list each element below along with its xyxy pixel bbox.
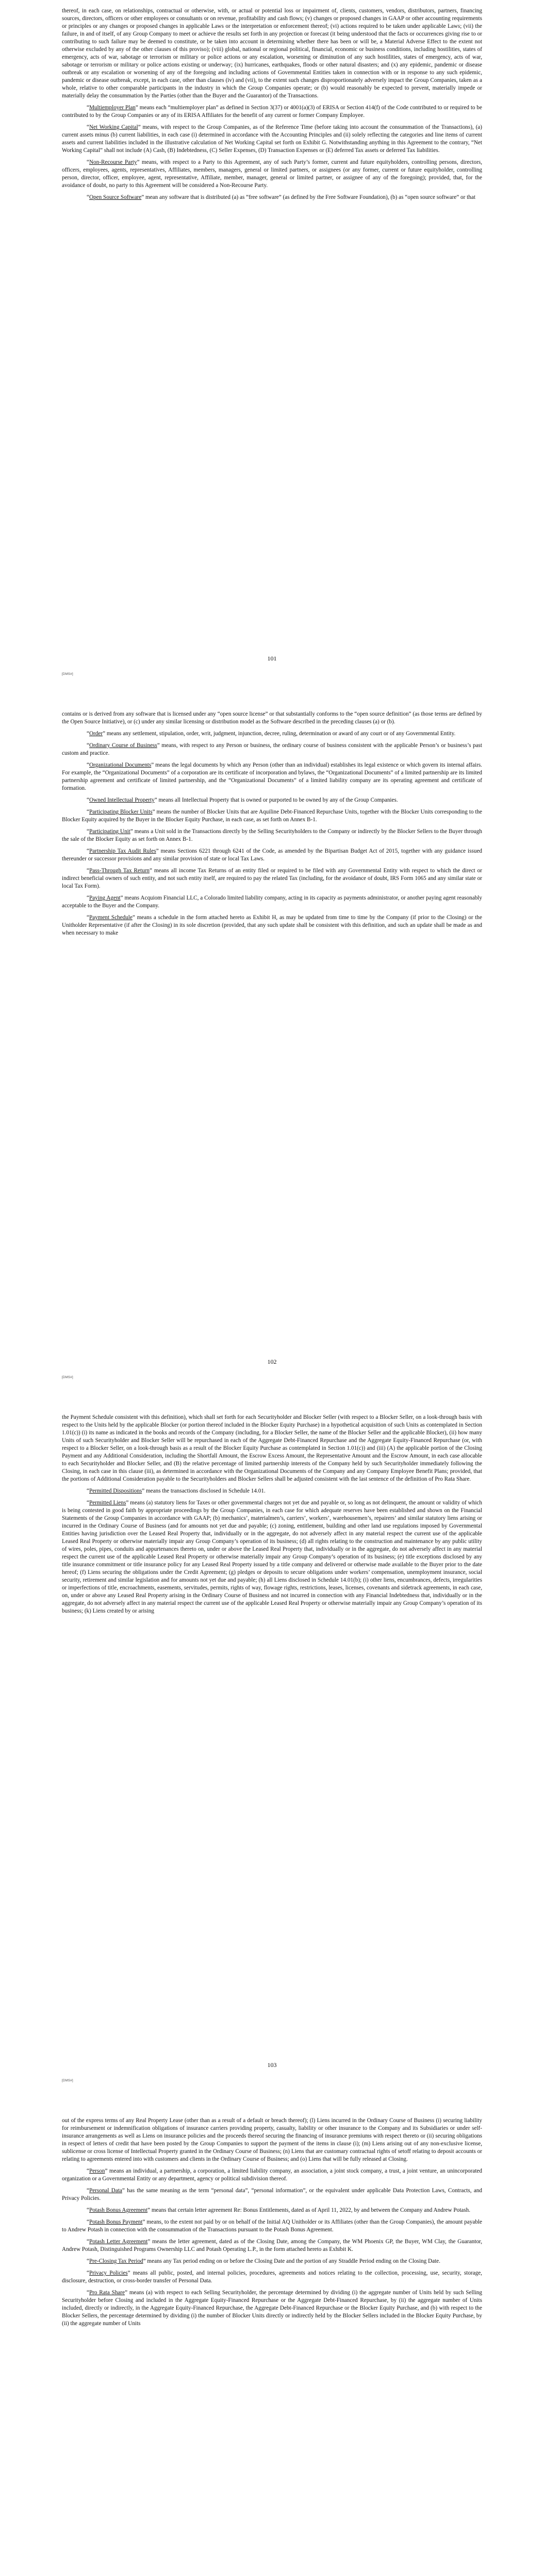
defined-term: Owned Intellectual Property: [89, 797, 155, 803]
definition-paragraph: “Potash Bonus Payment” means, to the extent not paid by or on behalf of the Initial AQ Unitholder or its Affiliates (other than the Group Companies), the amount payable to Andrew Potash in connection with the consummation of the Transactions pursuant to the Potash Bonus Agreement.: [62, 2219, 483, 2233]
defined-term: Privacy Policies: [89, 2270, 128, 2276]
paragraph-text: means any settlement, stipulation, order, writ, judgment, injunction, decree, ruling, determination or award of any court or of any Governmental Entity.: [105, 731, 456, 737]
page-2: [0, 703, 544, 1406]
definition-paragraph: “Net Working Capital” means, with respect to the Group Companies, as of the Reference Time (before taking into account the consummation of the Transactions), (a) current assets minus (b) current liabilities, in each case (i) determined in accordance with the Accounting Principles and (ii) solely reflecting the categories and line items of current assets and current liabilities included in the illustrative calculation of Net Working Capital set forth on Exhibit G. Notwithstanding anything in this Agreement to the contrary, “Net Working Capital” shall not include (A) Cash, (B) Indebtedness, (C) Seller Expenses, (D) Transaction Expenses or (E) deferred Tax assets or deferred Tax liabilities.: [62, 124, 482, 154]
defined-term: Pro Rata Share: [89, 2290, 125, 2296]
paragraph-text: means all Intellectual Property that is owned or purported to be owned by any of the Group Companies.: [157, 797, 398, 803]
paragraph-text: means each “multiemployer plan” as defined in Section 3(37) or 4001(a)(3) of ERISA or Section 414(f) of the Code contributed to or required to be contributed to by the Group Companies or any of its ERISA Affiliates for the benefit of any current or former Company Employee.: [62, 105, 482, 118]
defined-term: Personal Data: [89, 2188, 122, 2194]
definition-paragraph: “Order” means any settlement, stipulation, order, writ, judgment, injunction, decree, ruling, determination or award of any court or of any Governmental Entity.: [87, 731, 456, 737]
paragraph-text: the Payment Schedule consistent with this definition), which shall set forth for each Securityholder and Blocker Seller (with respect to a Blocker Seller, on a look-through basis with respect to the Units held by the applicable Blocker (or portion thereof included in the Blocker Equity Purchase) in a hypothetical acquisition of such Units as contemplated in Section 1.01(c)) (i) its name as indicated in the books and records of the Company (including, for a Blocker Seller, the name of the Blocker Seller and the applicable Blocker), (ii) how many Units of such Securityholder and Blocker Seller will be repurchased in each of the Aggregate Debt-Financed Repurchase and the Aggregate Equity-Financed Repurchase (or, with respect to a Blocker Seller, on a look-through basis as a result of the Blocker Equity Purchase as contemplated in Section 1.01(c)) and (iii) (A) the applicable portion of the Closing Payment and any Additional Consideration, including the Shortfall Amount, the Escrow Excess Amount, the Representative Amount and the Escrow Amount, in each case allocable to each Securityholder and Blocker Seller, and (B) the relative percentage of limited partnership interests of the Company held by such Securityholder immediately following the Closing, in each case in this clause (iii), as determined in accordance with the Organizational Documents of the Company and any Company Employee Benefit Plans; provided, that the portions of Additional Consideration payable to the Securityholders and Blocker Sellers shall be adjusted consistent with the last sentence of the definition of Pro Rata Share.: [62, 1414, 482, 1482]
page-1: [0, 0, 544, 703]
paragraph-text: means Acquiom Financial LLC, a Colorado limited liability company, acting in its capacity as payments administrator, or another paying agent reasonably acceptable to the Buyer and the Company.: [62, 895, 482, 909]
page-footer: [DMS#]: [62, 672, 73, 676]
definition-paragraph: “Participating Blocker Units” means the number of Blocker Units that are Aquiline Debt-Financed Repurchase Units, together with the Blocker Units corresponding to the Blocker Equity acquired by the Buyer in the Blocker Equity Purchase, in each case, as set forth on Annex B-1.: [62, 809, 482, 823]
continuation-paragraph: [62, 710, 482, 726]
defined-term: Organizational Documents: [89, 762, 152, 768]
definition-paragraph: “Owned Intellectual Property” means all Intellectual Property that is owned or purported to be owned by any of the Group Companies.: [87, 797, 398, 803]
paragraph-text: means (a) with respect to each Selling Securityholder, the percentage determined by dividing (i) the aggregate number of Units held by such Selling Securityholder before Closing and included in the Aggregate Equity-Financed Repurchase or the Aggregate Debt-Financed Repurchase, by (ii) the aggregate number of Units included, directly or indirectly, in the Aggregate Equity-Financed Repurchase, the Aggregate Debt-Financed Repurchase or the Blocker Equity Purchase, and (b) with respect to the Blocker Sellers, the percentage determined by dividing (i) the number of Blocker Units directly or indirectly held by the Blocker Sellers included in the Blocker Equity Purchase, by (ii) the aggregate number of Units: [62, 2290, 482, 2327]
paragraph-text: means the transactions disclosed in Schedule 14.01.: [144, 1488, 266, 1494]
defined-term: Participating Blocker Units: [89, 809, 153, 815]
defined-term: Pass-Through Tax Return: [89, 868, 150, 874]
paragraph-text: means Sections 6221 through 6241 of the Code, as amended by the Bipartisan Budget Act of 2015, together with any guidance issued thereunder or successor provisions and any similar provision of state or local Tax Laws.: [62, 848, 482, 862]
page-number: 103: [267, 2061, 277, 2069]
defined-term: Person: [89, 2168, 105, 2174]
page-body: [62, 1414, 482, 1619]
definition-paragraph: “Non-Recourse Party” means, with respect to a Party to this Agreement, any of such Party’s former, current and future equityholders, controlling persons, directors, officers, employees, agents, representatives, Affiliates, members, managers, general or limited partners, or assignees (or any former, current or future equityholder, controlling person, director, officer, employee, agent, representative, Affiliate, member, manager, general or limited partner, or assignee of any of the foregoing); provided, that, for the avoidance of doubt, no party to this Agreement will be considered a Non-Recourse Party.: [62, 159, 483, 189]
defined-term: Order: [89, 731, 103, 737]
definition-paragraph: “Privacy Policies” means all public, posted, and internal policies, procedures, agreements and notices relating to the collection, processing, use, security, storage, disclosure, destruction, or cross-border transfer of Personal Data.: [62, 2270, 482, 2284]
continuation-paragraph: [62, 1414, 482, 1483]
paragraph-text: means the legal documents by which any Person (other than an individual) establishes its legal existence or which govern its internal affairs. For example, the “Organizational Documents” of a corporation are its certificate of incorporation and bylaws, the “Organizational Documents” of a limited partnership are its limited partnership agreement and certificate of limited partnership, and the “Organizational Documents” of a limited liability company are its operating agreement and certificate of formation.: [62, 762, 482, 791]
definition-paragraph: “Permitted Dispositions” means the transactions disclosed in Schedule 14.01.: [87, 1488, 266, 1494]
continuation-paragraph: [62, 7, 482, 100]
defined-term: Ordinary Course of Business: [89, 742, 157, 749]
page-number: 102: [267, 1358, 277, 1365]
paragraph-text: means any Tax period ending on or before the Closing Date and the portion of any Straddle Period ending on the Closing Date.: [145, 2258, 440, 2264]
definition-paragraph: “Organizational Documents” means the legal documents by which any Person (other than an individual) establishes its legal existence or which govern its internal affairs. For example, the “Organizational Documents” of a corporation are its certificate of incorporation and bylaws, the “Organizational Documents” of a limited partnership are its limited partnership agreement and certificate of limited partnership, and the “Organizational Documents” of a limited liability company are its operating agreement and certificate of formation.: [62, 762, 482, 791]
definition-paragraph: “Pre-Closing Tax Period” means any Tax period ending on or before the Closing Date and the portion of any Straddle Period ending on the Closing Date.: [87, 2258, 440, 2264]
page-footer: [DMS#]: [62, 1376, 73, 1379]
defined-term: Multiemployer Plan: [89, 105, 136, 111]
definition-paragraph: “Potash Bonus Agreement” means that certain letter agreement Re: Bonus Entitlements, dated as of April 11, 2022, by and between the Company and Andrew Potash.: [87, 2207, 471, 2213]
paragraph-text: means, with respect to any Person or business, the ordinary course of business consistent with the applicable Person’s or business’s past custom and practice.: [62, 742, 482, 756]
paragraph-text: means a schedule in the form attached hereto as Exhibit H, as may be updated from time to time by the Company (if prior to the Closing) or the Unitholder Representative (if after the Closing) in its sole discretion (provided, that any such update shall be consistent with this definition, and such an update shall be made as and when necessary to make: [62, 914, 482, 936]
definition-paragraph: “Permitted Liens” means (a) statutory liens for Taxes or other governmental charges not yet due and payable or, so long as not delinquent, the amount or validity of which is being contested in good faith by appropriate proceedings by the Group Companies, in each case for which adequate reserves have been established and shown on the Financial Statements of the Group Companies in accordance with GAAP; (b) mechanics’, materialmen’s, carriers’, workers’, warehousemen’s, repairers’ and similar statutory liens arising or incurred in the Ordinary Course of Business (and for amounts not yet due and payable; (c) zoning, entitlement, building and other land use regulations imposed by Governmental Entities having jurisdiction over the Leased Real Property that, individually or in the aggregate, do not adversely affect in any material respect the current use of the applicable Leased Real Property or otherwise materially impair any Group Company’s operation of its business; (d) all rights relating to the construction and maintenance by any public utility of wires, poles, pipes, conduits and appurtenances thereto on, under or above the Leased Real Property that, individually or in the aggregate, do not adversely affect in any material respect the current use of the applicable Leased Real Property or otherwise materially impair any Group Company’s operation of its business; (e) title exceptions disclosed by any title insurance commitment or title insurance policy for any Leased Real Property issued by a title company and delivered or otherwise made available to the Buyer prior to the date hereof; (f) Liens securing the obligations under the Credit Agreement; (g) pledges or deposits to secure obligations under workers’ compensation, unemployment insurance, social security, retirement and similar legislation and for amounts not yet due and payable; (h) all Liens disclosed in Schedule 14.01(b); (i) other liens, encumbrances, defects, irregularities or imperfections of title, encroachments, easements, servitudes, permits, rights of way, flowage rights, restrictions, leases, licenses, covenants and sidetrack agreements, in each case, on, under or above any Leased Real Property arising in the Ordinary Course of Business and not incurred in connection with any Financial Indebtedness that, individually or in the aggregate, do not adversely affect in any material respect the current use of the applicable Leased Real Property or otherwise materially impair any Group Company’s operation of its business; (k) Liens created by or arising: [62, 1500, 482, 1614]
page-body: [62, 710, 482, 941]
paragraph-text: means, with respect to the Group Companies, as of the Reference Time (before taking into account the consummation of the Transactions), (a) current assets minus (b) current liabilities, in each case (i) determined in accordance with the Accounting Principles and (ii) solely reflecting the categories and line items of current assets and current liabilities included in the illustrative calculation of Net Working Capital set forth on Exhibit G. Notwithstanding anything in this Agreement to the contrary, “Net Working Capital” shall not include (A) Cash, (B) Indebtedness, (C) Seller Expenses, (D) Transaction Expenses or (E) deferred Tax assets or deferred Tax liabilities.: [62, 124, 482, 154]
paragraph-text: means all income Tax Returns of an entity filed or required to be filed with any Governmental Entity with respect to which the direct or indirect beneficial owners of such entity, and not such entity itself, are required to pay the related Tax (including, for the avoidance of doubt, IRS Form 1065 and any similar state or local Tax Form).: [62, 868, 482, 889]
paragraph-text: means all public, posted, and internal policies, procedures, agreements and notices relating to the collection, processing, use, security, storage, disclosure, destruction, or cross-border transfer of Personal Data.: [62, 2270, 482, 2284]
paragraph-text: means that certain letter agreement Re: Bonus Entitlements, dated as of April 11, 2022, by and between the Company and Andrew Potash.: [150, 2207, 471, 2213]
paragraph-text: means, with respect to a Party to this Agreement, any of such Party’s former, current and future equityholders, controlling persons, directors, officers, employees, agents, representatives, Affiliates, members, managers, general or limited partners, or assignees (or any former, current or future equityholder, controlling person, director, officer, employee, agent, representative, Affiliate, member, manager, general or limited partner, or assignee of any of the foregoing); provided, that, for the avoidance of doubt, no party to this Agreement will be considered a Non-Recourse Party.: [62, 159, 483, 189]
paragraph-text: thereof, in each case, on relationships, contractual or otherwise, with, or actual or potential loss or impairment of, clients, customers, vendors, distributors, partners, financing sources, directors, officers or other employees or consultants or on revenue, profitability and cash flows; (v) changes or proposed changes in GAAP or other accounting requirements or principles or any changes or proposed changes in applicable Laws or the interpretation or enforcement thereof; (vi) actions required to be taken under applicable Laws; (vii) the failure, in and of itself, of any Group Company to meet or achieve the results set forth in any projection or forecast (it being understood that the facts or occurrences giving rise to or contributing to such failure may be deemed to constitute, or be taken into account in determining whether there has been or will be, a Material Adverse Effect to the extent not otherwise excluded by any of the other clauses of this proviso); (viii) global, national or regional political, financial, economic or business conditions, including hostilities, states of emergency, acts of war, sabotage or terrorism or military or police actions or any escalation, worsening or diminution of any such hostilities, states of emergency, acts of war, sabotage or terrorism or military or police actions existing or underway; (ix) hurricanes, earthquakes, floods or other natural disasters; and (x) any epidemic, pandemic or disease outbreak or any escalation or worsening of any of the foregoing and including actions of Governmental Entities taken in connection with or in response to any such epidemic, pandemic or disease outbreak, except, in each case, other than clauses (iv) and (vii), to the extent such changes disproportionately adversely impact the Group Companies, taken as a whole, relative to other comparable participants in the industry in which the Group Companies operate; or (b) would reasonably be expected to prevent, materially impede or materially delay the consummation by the Parties (other than the Buyer and the Guarantor) of the Transactions.: [62, 8, 482, 99]
definition-paragraph: “Paying Agent” means Acquiom Financial LLC, a Colorado limited liability company, acting in its capacity as payments administrator, or another paying agent reasonably acceptable to the Buyer and the Company.: [62, 895, 482, 909]
defined-term: Potash Letter Agreement: [89, 2239, 148, 2245]
definition-paragraph: “Open Source Software” mean any software that is distributed (a) as “free software” (as defined by the Free Software Foundation), (b) as “open source software” or that: [87, 194, 475, 200]
paragraph-text: means, to the extent not paid by or on behalf of the Initial AQ Unitholder or its Affiliates (other than the Group Companies), the amount payable to Andrew Potash in connection with the consummation of the Transactions pursuant to the Potash Bonus Agreement.: [62, 2219, 483, 2233]
page-3: [0, 1406, 544, 2110]
defined-term: Open Source Software: [89, 194, 142, 200]
defined-term: Potash Bonus Payment: [89, 2219, 143, 2225]
definition-paragraph: “Participating Unit” means a Unit sold in the Transactions directly by the Selling Securityholders to the Company or indirectly by the Blocker Sellers to the Buyer through the sale of the Blocker Equity as set forth on Annex B-1.: [62, 828, 482, 842]
defined-term: Participating Unit: [89, 828, 130, 835]
defined-term: Potash Bonus Agreement: [89, 2207, 148, 2213]
definition-paragraph: “Multiemployer Plan” means each “multiemployer plan” as defined in Section 3(37) or 4001(a)(3) of ERISA or Section 414(f) of the Code contributed to or required to be contributed to by the Group Companies or any of its ERISA Affiliates for the benefit of any current or former Company Employee.: [62, 105, 482, 118]
paragraph-text: contains or is derived from any software that is licensed under any “open source license” or that substantially conforms to the “open source definition” (as those terms are defined by the Open Source Initiative), or (c) under any similar licensing or distribution model as the Software described in the preceding clauses (a) or (b).: [62, 711, 482, 725]
paragraph-text: has the same meaning as the term “personal data”, “personal information”, or the equivalent under applicable Data Protection Laws, Contracts, and Privacy Policies.: [62, 2188, 482, 2201]
defined-term: Pre-Closing Tax Period: [89, 2258, 143, 2264]
page-body: [62, 7, 482, 206]
definition-paragraph: “Pass-Through Tax Return” means all income Tax Returns of an entity filed or required to be filed with any Governmental Entity with respect to which the direct or indirect beneficial owners of such entity, and not such entity itself, are required to pay the related Tax (including, for the avoidance of doubt, IRS Form 1065 and any similar state or local Tax Form).: [62, 868, 482, 889]
definition-paragraph: “Payment Schedule” means a schedule in the form attached hereto as Exhibit H, as may be updated from time to time by the Company (if prior to the Closing) or the Unitholder Representative (if after the Closing) in its sole discretion (provided, that any such update shall be consistent with this definition, and such an update shall be made as and when necessary to make: [62, 914, 482, 936]
paragraph-text: means a Unit sold in the Transactions directly by the Selling Securityholders to the Company or indirectly by the Blocker Sellers to the Buyer through the sale of the Blocker Equity as set forth on Annex B-1.: [62, 828, 482, 842]
definition-paragraph: “Pro Rata Share” means (a) with respect to each Selling Securityholder, the percentage determined by dividing (i) the aggregate number of Units held by such Selling Securityholder before Closing and included in the Aggregate Equity-Financed Repurchase or the Aggregate Debt-Financed Repurchase, by (ii) the aggregate number of Units included, directly or indirectly, in the Aggregate Equity-Financed Repurchase, the Aggregate Debt-Financed Repurchase or the Blocker Equity Purchase, and (b) with respect to the Blocker Sellers, the percentage determined by dividing (i) the number of Blocker Units directly or indirectly held by the Blocker Sellers included in the Blocker Equity Purchase, by (ii) the aggregate number of Units: [62, 2290, 482, 2327]
defined-term: Partnership Tax Audit Rules: [89, 848, 156, 854]
definition-paragraph: “Partnership Tax Audit Rules” means Sections 6221 through 6241 of the Code, as amended by the Bipartisan Budget Act of 2015, together with any guidance issued thereunder or successor provisions and any similar provision of state or local Tax Laws.: [62, 848, 482, 862]
defined-term: Net Working Capital: [89, 124, 138, 130]
page-footer: [DMS#]: [62, 2079, 73, 2082]
defined-term: Permitted Liens: [89, 1500, 126, 1506]
defined-term: Permitted Dispositions: [89, 1488, 142, 1494]
definition-paragraph: “Personal Data” has the same meaning as the term “personal data”, “personal information”, or the equivalent under applicable Data Protection Laws, Contracts, and Privacy Policies.: [62, 2188, 482, 2201]
continuation-paragraph: [62, 2117, 482, 2163]
page-4: [0, 2110, 544, 2576]
paragraph-text: out of the express terms of any Real Property Lease (other than as a result of a default or breach thereof); (l) Liens incurred in the Ordinary Course of Business (i) securing liability for reimbursement or indemnification obligations of insurance carriers providing property, casualty, liability or other insurance to the Company and its Subsidiaries or under self-insurance arrangements as well as Liens on insurance policies and the proceeds thereof securing the financing of insurance premiums with respect thereto or (ii) securing obligations in respect of letters of credit that have been posted by the Group Companies to support the payment of the items in clause (i); (m) Liens arising out of any non-exclusive license, sublicense or cross license of Intellectual Property granted in the Ordinary Course of Business; (n) Liens that are customary contractual rights of setoff relating to deposit accounts or relating to agreements entered into with customers and clients in the Ordinary Course of Business; and (o) Liens that will be fully released at Closing.: [62, 2117, 482, 2162]
defined-term: Payment Schedule: [89, 914, 133, 921]
defined-term: Paying Agent: [89, 895, 121, 901]
paragraph-text: means the letter agreement, dated as of the Closing Date, among the Company, the WM Phoenix GP, the Buyer, WM Clay, the Guarantor, Andrew Potash, Distinguished Programs Ownership LLC and Potash Operating L.P., in the form attached hereto as Exhibit K.: [62, 2239, 482, 2252]
paragraph-text: mean any software that is distributed (a) as “free software” (as defined by the Free Software Foundation), (b) as “open source software” or that: [144, 194, 475, 200]
paragraph-text: means an individual, a partnership, a corporation, a limited liability company, an association, a joint stock company, a trust, a joint venture, an unincorporated organization or a Governmental Entity or any department, agency or political subdivision thereof.: [62, 2168, 482, 2182]
page-body: [62, 2117, 482, 2332]
defined-term: Non-Recourse Party: [89, 159, 137, 165]
paragraph-text: means (a) statutory liens for Taxes or other governmental charges not yet due and payable or, so long as not delinquent, the amount or validity of which is being contested in good faith by appropriate proceedings by the Group Companies, in each case for which adequate reserves have been established and shown on the Financial Statements of the Group Companies in accordance with GAAP; (b) mechanics’, materialmen’s, carriers’, workers’, warehousemen’s, repairers’ and similar statutory liens arising or incurred in the Ordinary Course of Business (and for amounts not yet due and payable; (c) zoning, entitlement, building and other land use regulations imposed by Governmental Entities having jurisdiction over the Leased Real Property that, individually or in the aggregate, do not adversely affect in any material respect the current use of the applicable Leased Real Property or otherwise materially impair any Group Company’s operation of its business; (d) all rights relating to the construction and maintenance by any public utility of wires, poles, pipes, conduits and appurtenances thereto on, under or above the Leased Real Property that, individually or in the aggregate, do not adversely affect in any material respect the current use of the applicable Leased Real Property or otherwise materially impair any Group Company’s operation of its business; (e) title exceptions disclosed by any title insurance commitment or title insurance policy for any Leased Real Property issued by a title company and delivered or otherwise made available to the Buyer prior to the date hereof; (f) Liens securing the obligations under the Credit Agreement; (g) pledges or deposits to secure obligations under workers’ compensation, unemployment insurance, social security, retirement and similar legislation and for amounts not yet due and payable; (h) all Liens disclosed in Schedule 14.01(b); (i) other liens, encumbrances, defects, irregularities or imperfections of title, encroachments, easements, servitudes, permits, rights of way, flowage rights, restrictions, leases, licenses, covenants and sidetrack agreements, in each case, on, under or above any Leased Real Property arising in the Ordinary Course of Business and not incurred in connection with any Financial Indebtedness that, individually or in the aggregate, do not adversely affect in any material respect the current use of the applicable Leased Real Property or otherwise materially impair any Group Company’s operation of its business; (k) Liens created by or arising: [62, 1500, 482, 1614]
paragraph-text: means the number of Blocker Units that are Aquiline Debt-Financed Repurchase Units, together with the Blocker Units corresponding to the Blocker Equity acquired by the Buyer in the Blocker Equity Purchase, in each case, as set forth on Annex B-1.: [62, 809, 482, 823]
page-number: 101: [267, 655, 277, 662]
definition-paragraph: “Ordinary Course of Business” means, with respect to any Person or business, the ordinary course of business consistent with the applicable Person’s or business’s past custom and practice.: [62, 742, 482, 756]
definition-paragraph: “Person” means an individual, a partnership, a corporation, a limited liability company, an association, a joint stock company, a trust, a joint venture, an unincorporated organization or a Governmental Entity or any department, agency or political subdivision thereof.: [62, 2168, 482, 2182]
definition-paragraph: “Potash Letter Agreement” means the letter agreement, dated as of the Closing Date, among the Company, the WM Phoenix GP, the Buyer, WM Clay, the Guarantor, Andrew Potash, Distinguished Programs Ownership LLC and Potash Operating L.P., in the form attached hereto as Exhibit K.: [62, 2239, 482, 2252]
